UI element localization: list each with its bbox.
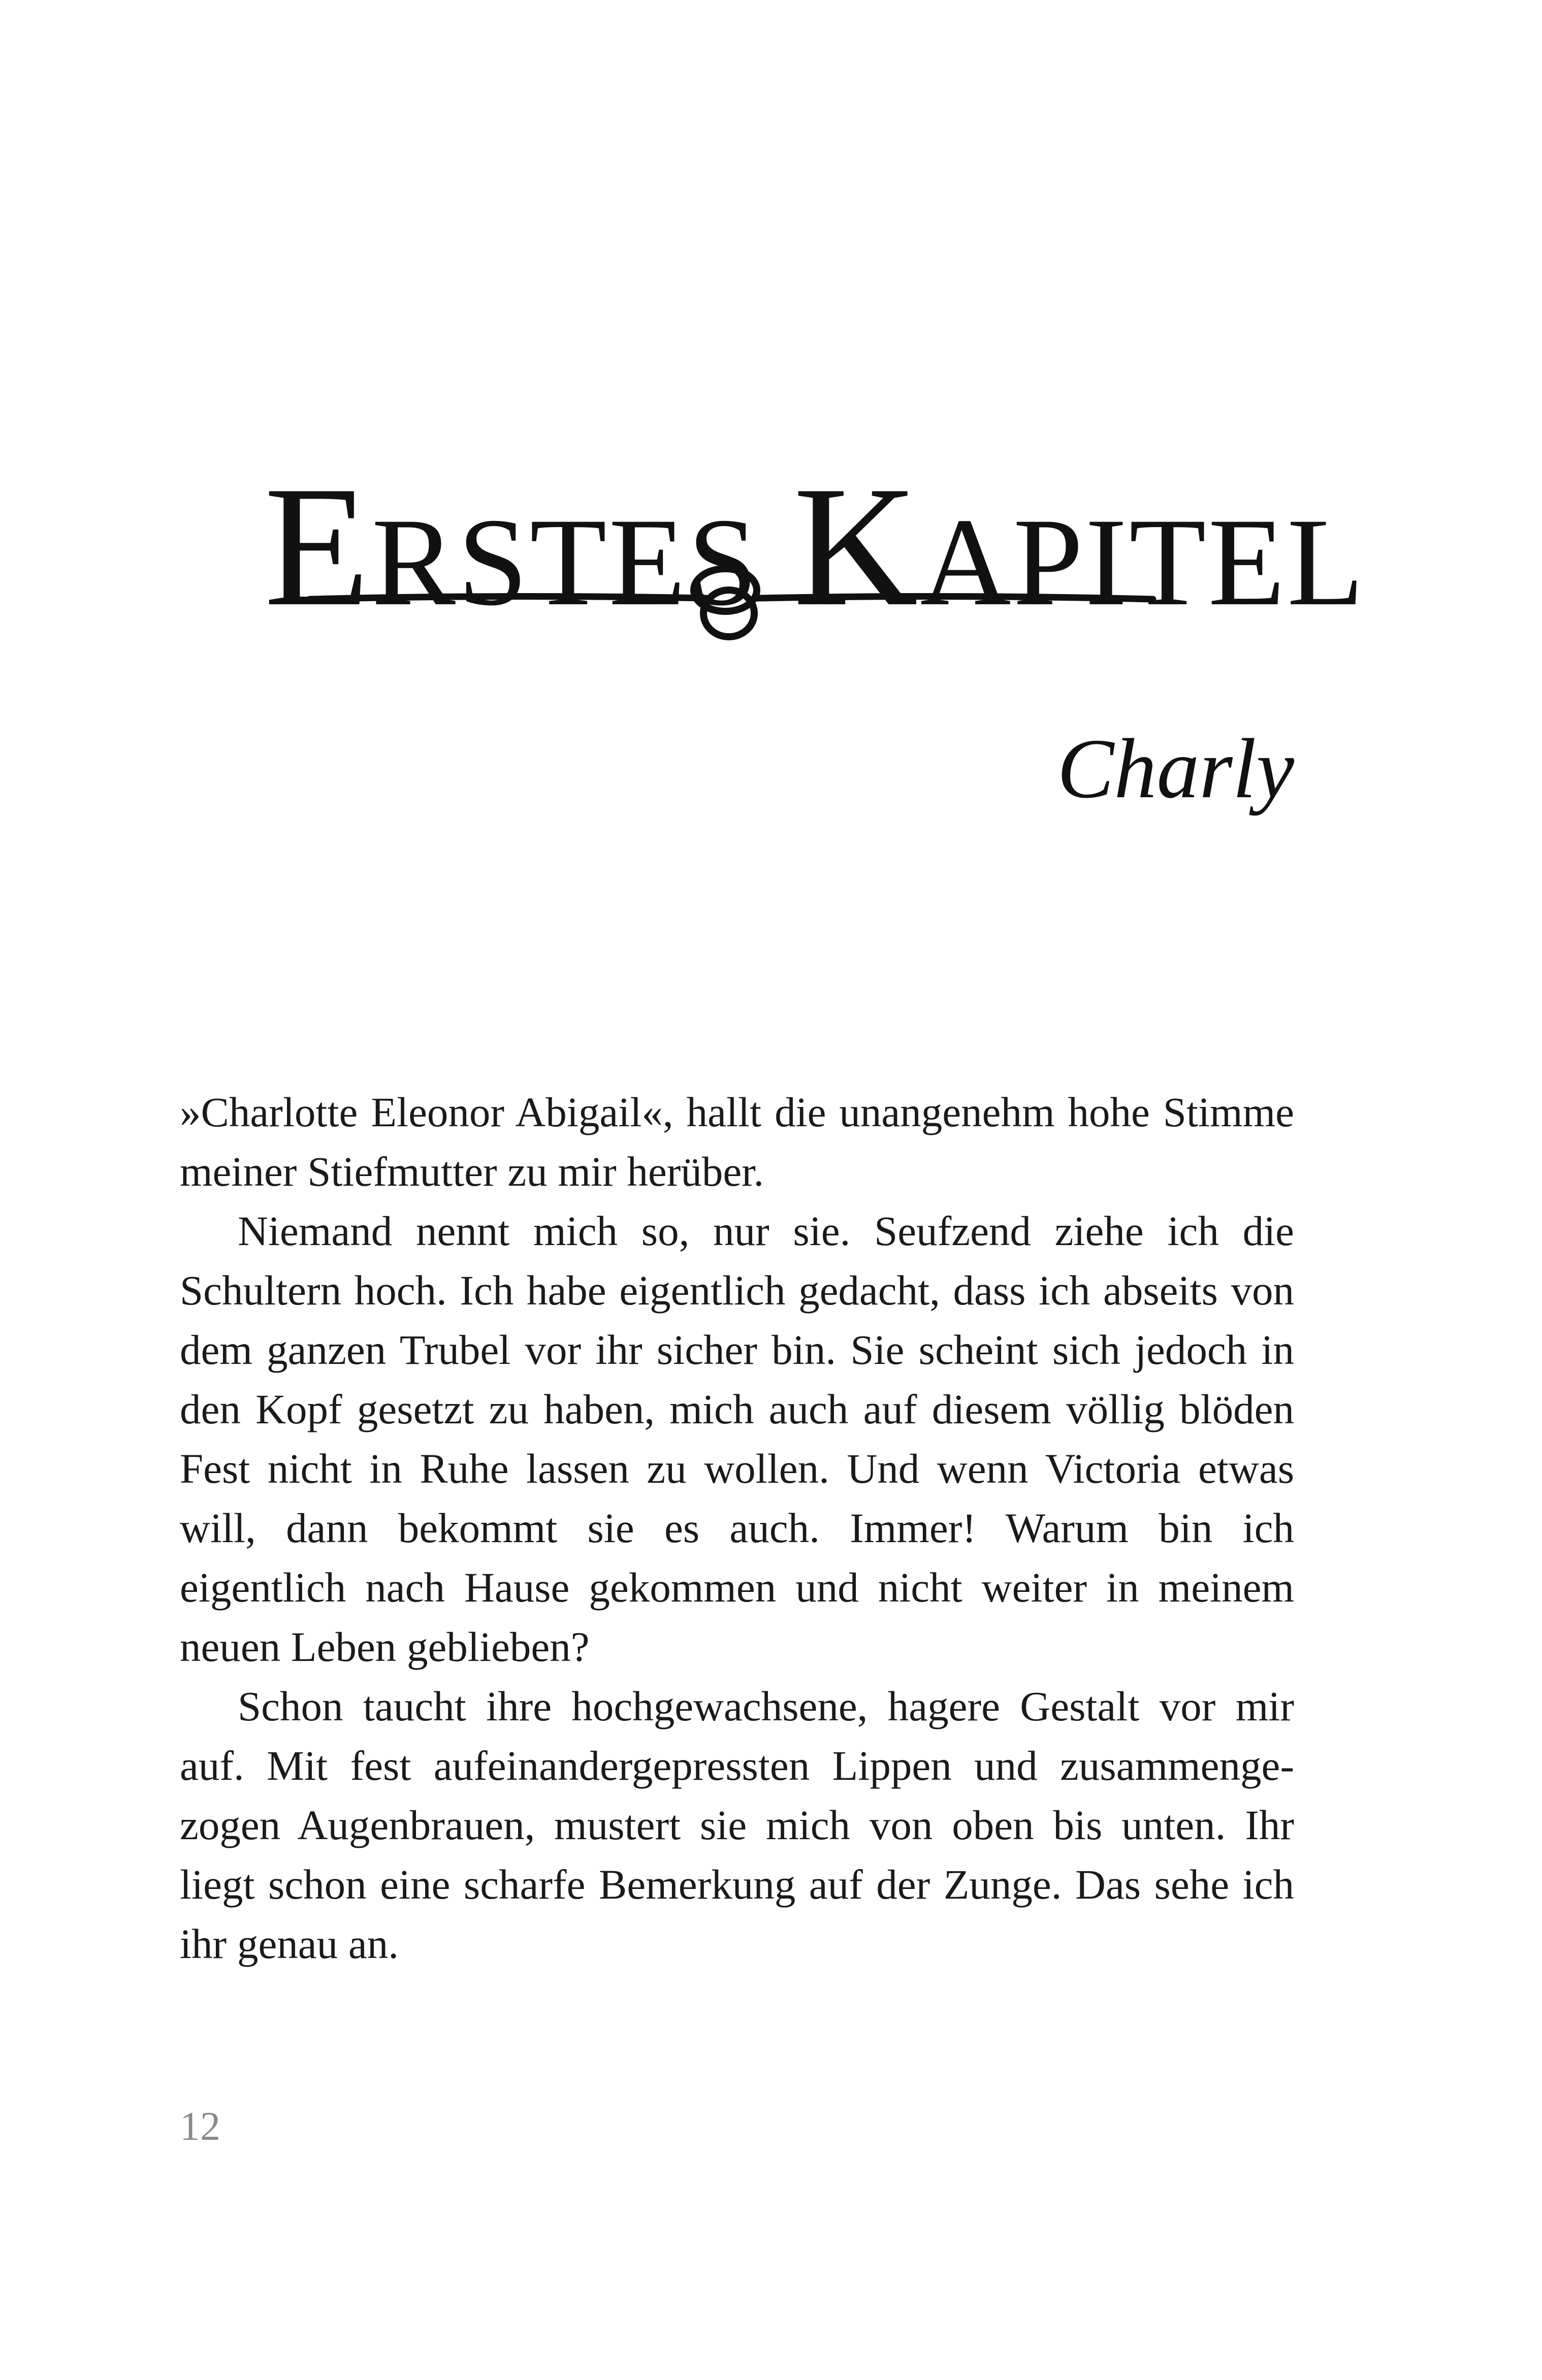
paragraph-3: Schon taucht ihre hochgewachsene, hagere Gestalt vor mir auf. Mit fest aufeinandergepressten Lippen und zusammengezogen Augenbrauen, mustert sie mich von oben bis unten. Ihr liegt schon eine scharfe Bemerkung auf der Zunge. Das sehe ich ihr genau an. xyxy=(180,1683,1294,1967)
page-number: 12 xyxy=(180,2104,220,2149)
chapter-body xyxy=(180,1083,1294,1974)
chapter-title-initial-1: E xyxy=(264,450,372,642)
paragraph-1: »Charlotte Eleonor Abigail«, hallt die unangenehm hohe Stimme meiner Stiefmutter zu mir herüber. xyxy=(180,1089,1294,1195)
chapter-title-word-2: APITEL xyxy=(920,492,1366,632)
chapter-title-word-1: RSTES xyxy=(371,492,760,632)
pov-character-name: Charly xyxy=(1057,722,1294,816)
ornament-divider-icon xyxy=(305,559,1158,645)
chapter-title-initial-2: K xyxy=(793,450,920,642)
paragraph-2: Niemand nennt mich so, nur sie. Seufzend ziehe ich die Schultern hoch. Ich habe eigentlich gedacht, dass ich abseits von dem ganzen Trubel vor ihr sicher bin. Sie scheint sich jedoch in den Kopf gesetzt zu haben, mich auch auf diesem völlig blöden Fest nicht in Ruhe lassen zu wollen. Und wenn Victoria etwas will, dann bekommt sie es auch. Immer! Warum bin ich eigentlich nach Hause gekommen und nicht weiter in meinem neuen Leben geblieben? xyxy=(180,1208,1294,1670)
